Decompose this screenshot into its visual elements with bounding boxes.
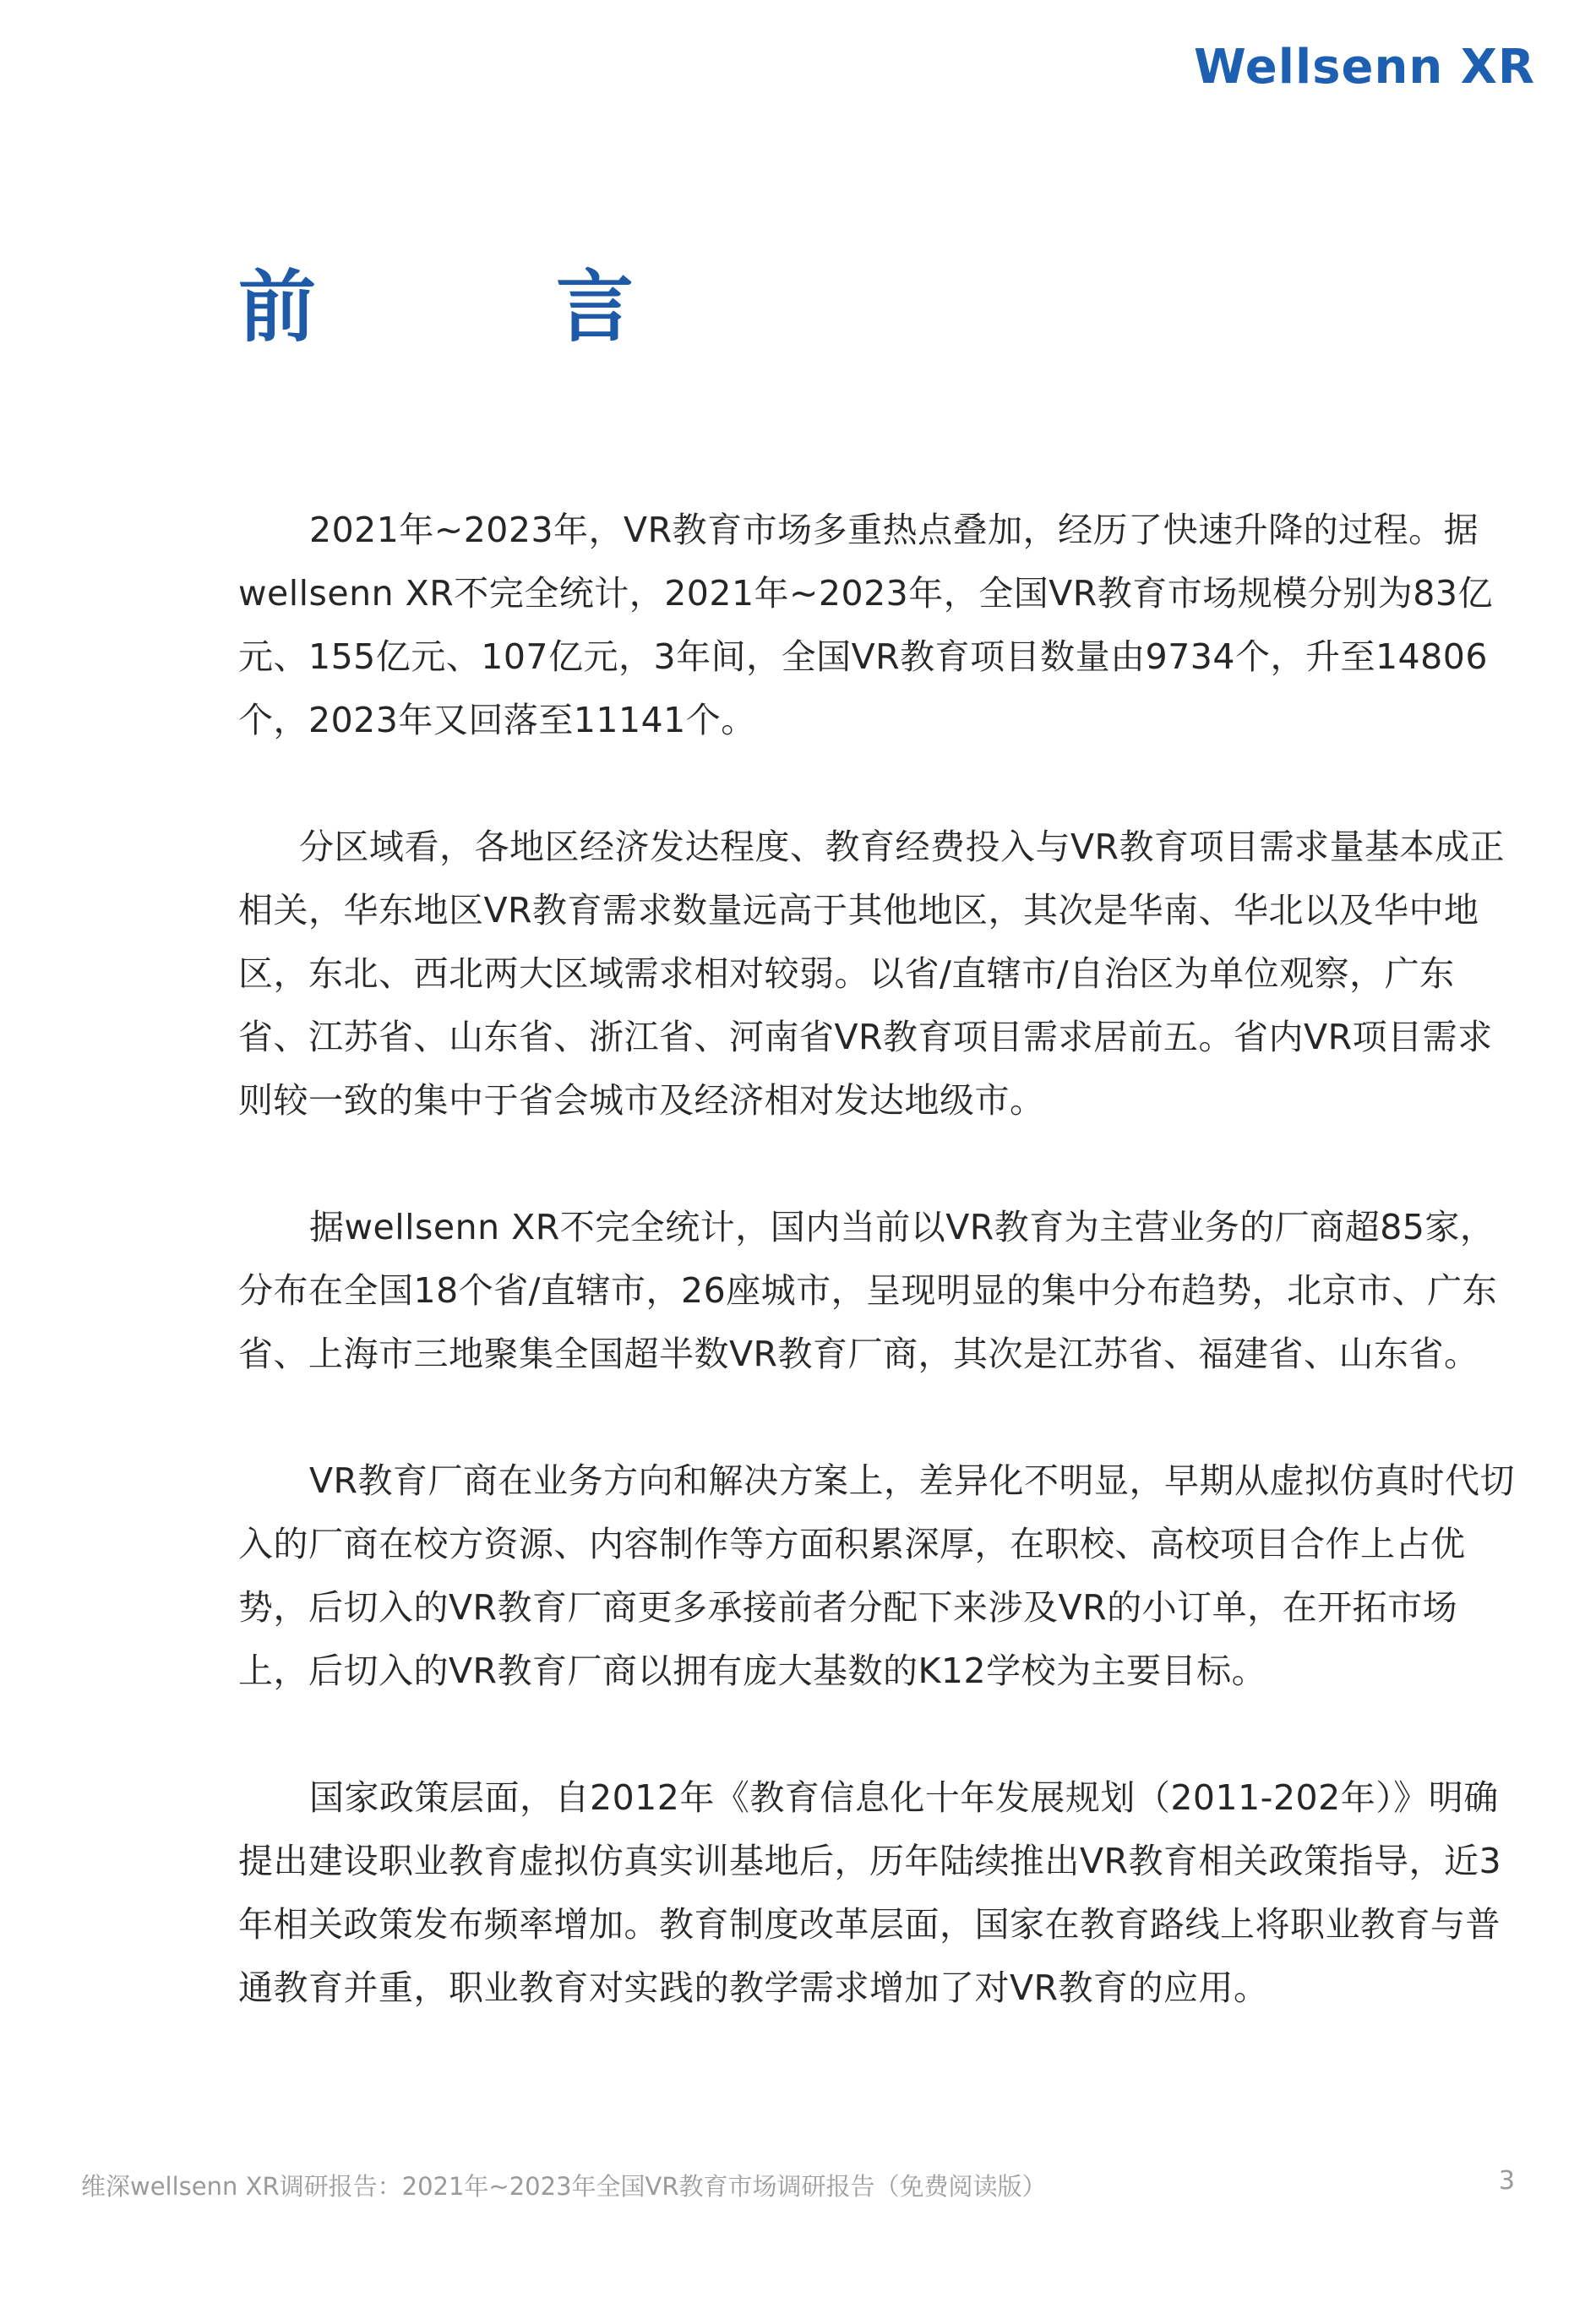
- brand-logo: [1194, 40, 1535, 95]
- page-number: 3: [1498, 2166, 1515, 2196]
- paragraph-vendor-distribution: 据wellsenn XR不完全统计，国内当前以VR教育为主营业务的厂商超85家，分布在全国18个省/直辖市，26座城市，呈现明显的集中分布趋势，北京市、广东省、上海市三地聚集全国超半数VR教育厂商，其次是江苏省、福建省、山东省。: [238, 1207, 1498, 1374]
- paragraph-policy: 国家政策层面，自2012年《教育信息化十年发展规划（2011-202年）》明确提出建设职业教育虚拟仿真实训基地后，历年陆续推出VR教育相关政策指导，近3年相关政策发布频率增加。教育制度改革层面，国家在教育路线上将职业教育与普通教育并重，职业教育对实践的教学需求增加了对VR教育的应用。: [238, 1777, 1502, 2008]
- logo-text: Wellsenn XR: [1194, 40, 1535, 95]
- footer-report-title: 维深wellsenn XR调研报告：2021年~2023年全国VR教育市场调研报告（免费阅读版）: [81, 2172, 1047, 2201]
- document-body: [238, 499, 1522, 2083]
- paragraph-regional-analysis: 分区域看，各地区经济发达程度、教育经费投入与VR教育项目需求量基本成正相关，华东地区VR教育需求数量远高于其他地区，其次是华南、华北以及华中地区，东北、西北两大区域需求相对较弱。以省/直辖市/自治区为单位观察，广东省、江苏省、山东省、浙江省、河南省VR教育项目需求居前五。省内VR项目需求则较一致的集中于省会城市及经济相对发达地级市。: [238, 827, 1506, 1121]
- paragraph-vendor-strategy: VR教育厂商在业务方向和解决方案上，差异化不明显，早期从虚拟仿真时代切入的厂商在校方资源、内容制作等方面积累深厚，在职校、高校项目合作上占优势，后切入的VR教育厂商更多承接前者分配下来涉及VR的小订单，在开拓市场上，后切入的VR教育厂商以拥有庞大基数的K12学校为主要目标。: [238, 1460, 1516, 1691]
- page-title: 前 言: [238, 262, 716, 352]
- paragraph-market-overview: 2021年~2023年，VR教育市场多重热点叠加，经历了快速升降的过程。据wellsenn XR不完全统计，2021年~2023年，全国VR教育市场规模分别为83亿元、155亿元、107亿元，3年间，全国VR教育项目数量由9734个，升至14806个，2023年又回落至11141个。: [238, 510, 1493, 740]
